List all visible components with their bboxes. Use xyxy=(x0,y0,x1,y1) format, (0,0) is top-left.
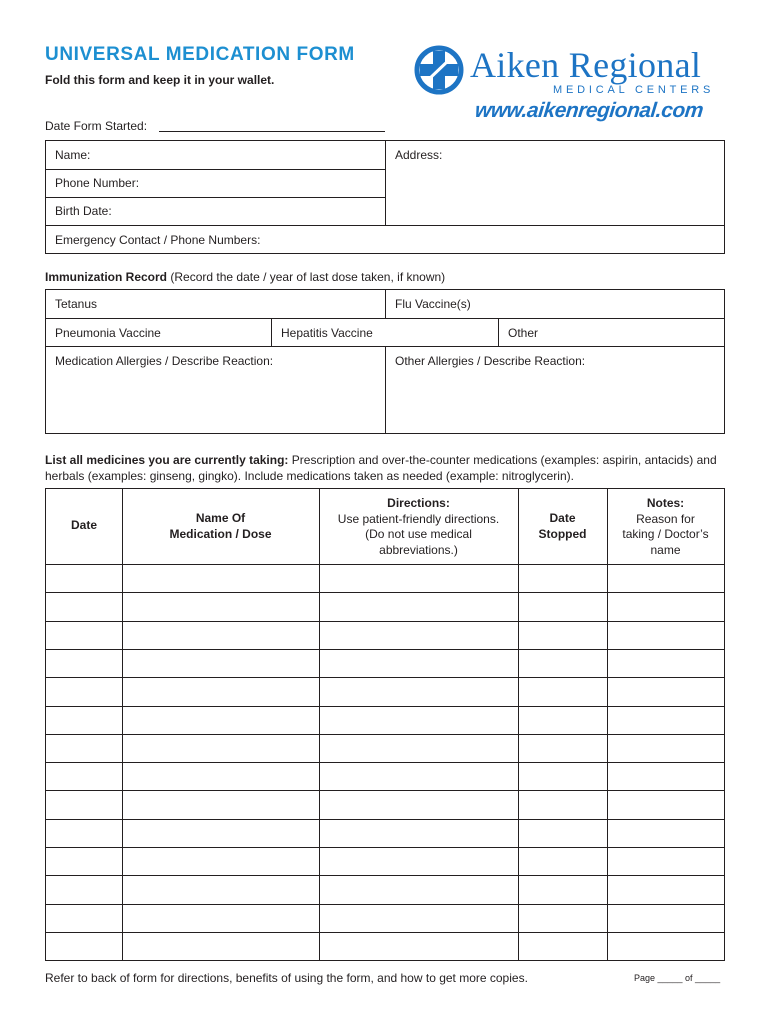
immunization-heading: Immunization Record (Record the date / year of last dose taken, if known) xyxy=(45,270,446,284)
other-vaccine-label: Other xyxy=(508,326,539,340)
table-row[interactable] xyxy=(46,678,724,706)
medication-allergies-label: Medication Allergies / Describe Reaction: xyxy=(55,354,274,368)
footer-text: Refer to back of form for directions, benefits of using the form, and how to get more copies. xyxy=(45,971,528,985)
table-row[interactable] xyxy=(46,650,724,677)
birth-date-label: Birth Date: xyxy=(55,204,112,218)
col-date-header: Date xyxy=(70,518,97,532)
logo-name: Aiken Regional xyxy=(470,45,702,85)
medications-table xyxy=(45,488,725,961)
table-row[interactable] xyxy=(46,707,724,734)
table-row[interactable] xyxy=(46,622,724,649)
col-notes-header: Notes: Reason for taking / Doctor’s name xyxy=(622,496,709,557)
col-name-header: Name Of Medication / Dose xyxy=(169,511,272,541)
flu-vaccine-label: Flu Vaccine(s) xyxy=(395,297,471,311)
table-row[interactable] xyxy=(46,791,724,819)
table-row[interactable] xyxy=(46,848,724,875)
logo-url: www.aikenregional.com xyxy=(473,99,705,122)
date-started-label: Date Form Started: xyxy=(45,119,148,133)
other-allergies-label: Other Allergies / Describe Reaction: xyxy=(395,354,586,368)
table-row[interactable] xyxy=(46,905,724,932)
hepatitis-vaccine-label: Hepatitis Vaccine xyxy=(281,326,373,340)
phone-label: Phone Number: xyxy=(55,176,140,190)
logo-subtitle: MEDICAL CENTERS xyxy=(553,84,715,96)
table-row[interactable] xyxy=(46,735,724,762)
name-label: Name: xyxy=(55,148,91,162)
table-row[interactable] xyxy=(46,820,724,847)
date-started-line[interactable] xyxy=(159,131,385,132)
medications-heading: List all medicines you are currently taking: Prescription and over-the-counter medications (examples: aspirin, antacids) and herbals (examples: ginseng, gingko). Include medications taken as needed (example: nitroglycerin). xyxy=(45,453,717,483)
pneumonia-vaccine-label: Pneumonia Vaccine xyxy=(55,326,161,340)
emergency-contact-label: Emergency Contact / Phone Numbers: xyxy=(55,233,261,247)
form-subtitle: Fold this form and keep it in your wallet. xyxy=(45,73,275,87)
medical-cross-logo-icon xyxy=(414,45,464,95)
table-row[interactable] xyxy=(46,763,724,790)
table-row[interactable] xyxy=(46,876,724,904)
table-row[interactable] xyxy=(46,565,724,592)
address-label: Address: xyxy=(395,148,443,162)
tetanus-label: Tetanus xyxy=(55,297,98,311)
immunization-box xyxy=(45,289,725,434)
form-title: UNIVERSAL MEDICATION FORM xyxy=(45,44,355,65)
table-row[interactable] xyxy=(46,593,724,621)
page-number: Page _____ of _____ xyxy=(634,973,721,983)
patient-info-box xyxy=(45,140,725,254)
table-row[interactable] xyxy=(46,933,724,960)
col-date-stopped-header: Date Stopped xyxy=(538,511,587,541)
col-directions-header: Directions: Use patient-friendly directions. (Do not use medical abbreviations.) xyxy=(337,496,500,557)
